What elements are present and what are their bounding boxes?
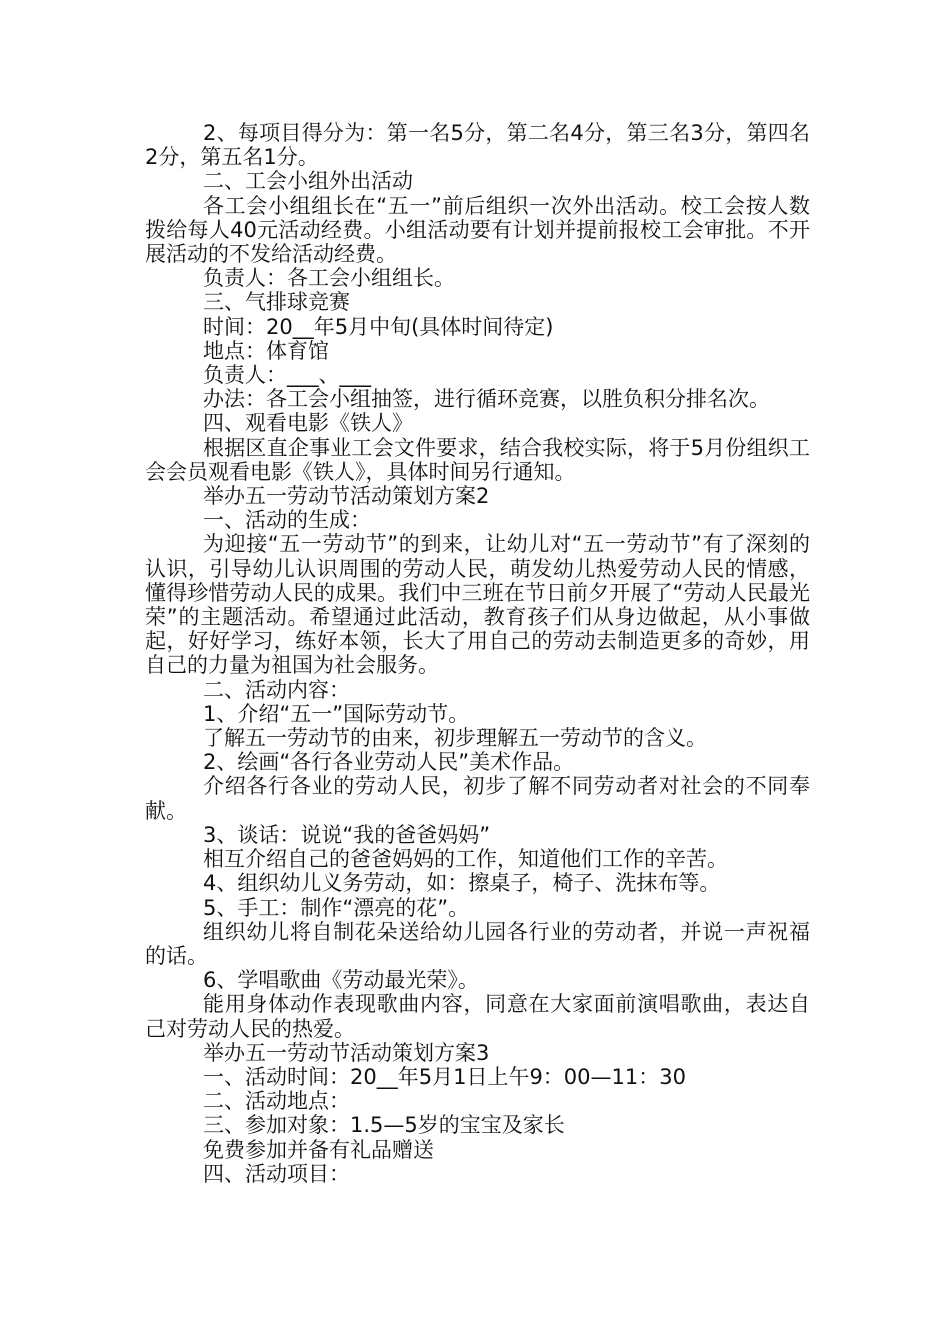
list-item-3: 3、谈话：说说“我的爸爸妈妈”: [203, 822, 491, 847]
paragraph-item-1: 了解五一劳动节的由来，初步理解五一劳动节的含义。: [203, 726, 707, 751]
list-item-5: 5、手工：制作“漂亮的花”。: [203, 895, 470, 920]
paragraph-free-gifts: 免费参加并备有礼品赠送: [203, 1137, 434, 1162]
list-item-4: 4、组织幼儿义务劳动，如：擦桌子，椅子、洗抹布等。: [203, 871, 721, 896]
heading-movie: 四、观看电影《铁人》: [203, 411, 413, 436]
paragraph-activity-location: 二、活动地点：: [203, 1089, 350, 1114]
document-body: [145, 121, 810, 1186]
heading-activity-items: 四、活动项目：: [203, 1161, 350, 1186]
paragraph-item-6: 能用身体动作表现歌曲内容，同意在大家面前演唱歌曲，表达自己对劳动人民的热爱。: [145, 992, 810, 1041]
heading-plan-3: 举办五一劳动节活动策划方案3: [203, 1040, 490, 1065]
paragraph-volleyball-location: 地点：体育馆: [203, 338, 329, 363]
paragraph-activity-origin: 为迎接“五一劳动节”的到来，让幼儿对“五一劳动节”有了深刻的认识，引导幼儿认识周围的劳动人民，萌发幼儿热爱劳动人民的情感，懂得珍惜劳动人民的成果。我们中三班在节日前夕开展了“劳动人民最光荣”的主题活动。希望通过此活动，教育孩子们从身边做起，从小事做起，好好学习，练好本领，长大了用自己的劳动去制造更多的奇妙，用自己的力量为祖国为社会服务。: [145, 532, 810, 678]
paragraph-volleyball-time: 时间：20__年5月中旬(具体时间待定): [203, 314, 554, 339]
heading-activity-content: 二、活动内容：: [203, 677, 350, 702]
paragraph-volleyball-responsible: 负责人：___、___: [203, 363, 371, 388]
heading-activity-origin: 一、活动的生成：: [203, 508, 371, 533]
heading-union-group-outing: 二、工会小组外出活动: [203, 169, 413, 194]
paragraph-scoring: 2、每项目得分为：第一名5分，第二名4分，第三名3分，第四名2分，第五名1分。: [145, 121, 810, 170]
paragraph-outing-responsible: 负责人：各工会小组组长。: [203, 266, 455, 291]
heading-plan-2: 举办五一劳动节活动策划方案2: [203, 484, 490, 509]
list-item-2: 2、绘画“各行各业劳动人民”美术作品。: [203, 750, 575, 775]
paragraph-item-3: 相互介绍自己的爸爸妈妈的工作，知道他们工作的辛苦。: [203, 847, 728, 872]
paragraph-participants: 三、参加对象：1.5—5岁的宝宝及家长: [203, 1113, 565, 1138]
list-item-6: 6、学唱歌曲《劳动最光荣》。: [203, 968, 479, 993]
paragraph-volleyball-method: 办法：各工会小组抽签，进行循环竞赛，以胜负积分排名次。: [203, 387, 770, 412]
paragraph-movie-details: 根据区直企事业工会文件要求，结合我校实际，将于5月份组织工会会员观看电影《铁人》，具体时间另行通知。: [145, 435, 810, 484]
paragraph-item-2: 介绍各行各业的劳动人民，初步了解不同劳动者对社会的不同奉献。: [145, 774, 810, 823]
heading-volleyball: 三、气排球竞赛: [203, 290, 350, 315]
paragraph-activity-time: 一、活动时间：20__年5月1日上午9：00—11：30: [203, 1064, 686, 1089]
paragraph-outing-details: 各工会小组组长在“五一”前后组织一次外出活动。校工会按人数拨给每人40元活动经费。小组活动要有计划并提前报校工会审批。不开展活动的不发给活动经费。: [145, 193, 810, 267]
paragraph-item-5: 组织幼儿将自制花朵送给幼儿园各行业的劳动者，并说一声祝福的话。: [145, 919, 810, 968]
list-item-1: 1、介绍“五一”国际劳动节。: [203, 701, 470, 726]
